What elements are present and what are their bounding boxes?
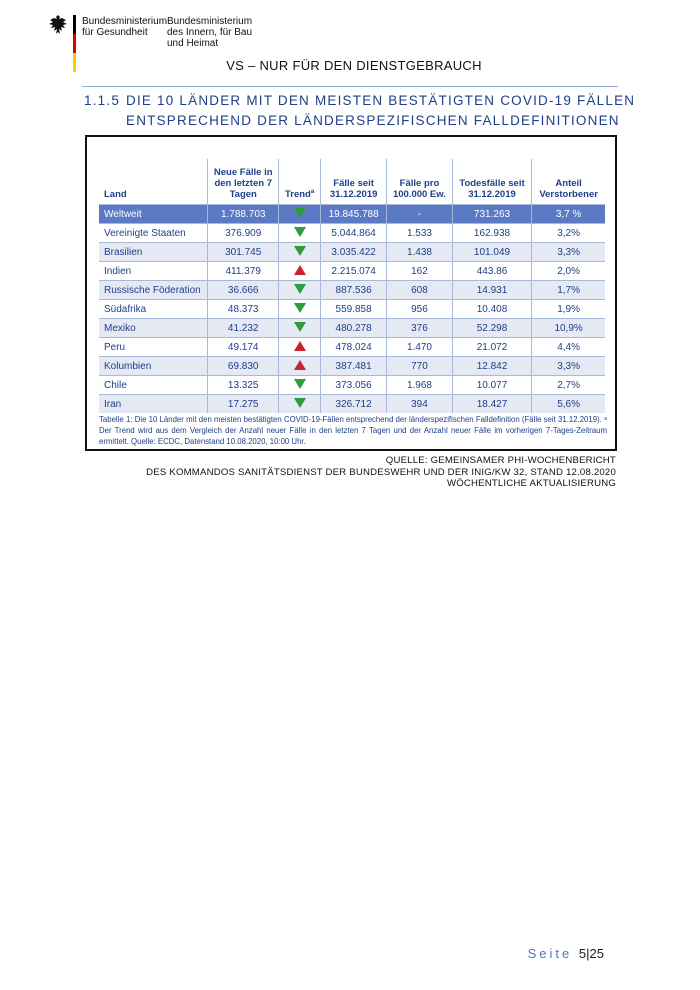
- cell-todesfaelle: 18.427: [452, 395, 532, 414]
- cell-trend: [279, 338, 321, 357]
- cell-todesfaelle: 21.072: [452, 338, 532, 357]
- cell-todesfaelle: 101.049: [452, 243, 532, 262]
- header-divider: [82, 86, 618, 87]
- cell-faelle-pro: 376: [387, 319, 453, 338]
- col-header-anteil: Anteil Verstorbener: [539, 178, 598, 200]
- cell-faelle-pro: 1.968: [387, 376, 453, 395]
- table-header-row: [99, 159, 605, 205]
- cell-anteil: 4,4%: [532, 338, 605, 357]
- cell-neue-faelle: 13.325: [208, 376, 279, 395]
- table-row: [99, 243, 605, 262]
- cell-faelle-pro: 770: [387, 357, 453, 376]
- col-header-faelle-seit: Fälle seit 31.12.2019: [321, 159, 387, 205]
- table-row: [99, 262, 605, 281]
- cell-todesfaelle: 731.263: [452, 205, 532, 224]
- table-row: [99, 338, 605, 357]
- table-row: [99, 319, 605, 338]
- table-row: [99, 224, 605, 243]
- cell-faelle-seit: 19.845.788: [321, 205, 387, 224]
- cell-faelle-seit: 326.712: [321, 395, 387, 414]
- triangle-down-icon: [294, 284, 306, 294]
- cell-faelle-seit: 373.056: [321, 376, 387, 395]
- cell-land: Russische Föderation: [99, 281, 208, 300]
- cell-todesfaelle: 52.298: [452, 319, 532, 338]
- source-note: QUELLE: GEMEINSAMER PHI-WOCHENBERICHT DES KOMMANDOS SANITÄTSDIENST DER BUNDESWEHR UND DER INIG/KW 32, STAND 12.08.2020 WÖCHENTLICHE AKTUALISIERUNG: [146, 455, 616, 489]
- cell-neue-faelle: 411.379: [208, 262, 279, 281]
- cell-trend: [279, 395, 321, 414]
- cell-neue-faelle: 41.232: [208, 319, 279, 338]
- triangle-up-icon: [294, 265, 306, 275]
- cell-trend: [279, 300, 321, 319]
- cell-neue-faelle: 1.788.703: [208, 205, 279, 224]
- ministry-health-name: Bundesministerium für Gesundheit: [82, 16, 168, 38]
- section-title-line2: ENTSPRECHEND DER LÄNDERSPEZIFISCHEN FALLDEFINITIONEN: [126, 113, 620, 128]
- triangle-down-icon: [294, 227, 306, 237]
- cell-trend: [279, 262, 321, 281]
- ministry-interior-name: Bundesministerium des Innern, für Bau und Heimat: [167, 16, 253, 49]
- cell-faelle-pro: 956: [387, 300, 453, 319]
- cell-land: Iran: [99, 395, 208, 414]
- cell-land: Chile: [99, 376, 208, 395]
- cell-neue-faelle: 69.830: [208, 357, 279, 376]
- section-title-line1: DIE 10 LÄNDER MIT DEN MEISTEN BESTÄTIGTEN COVID-19 FÄLLEN: [126, 93, 636, 108]
- cell-land: Kolumbien: [99, 357, 208, 376]
- cell-anteil: 3,7 %: [532, 205, 605, 224]
- cell-faelle-pro: -: [387, 205, 453, 224]
- cell-faelle-seit: 887.536: [321, 281, 387, 300]
- col-header-todesfaelle: Todesfälle seit 31.12.2019: [452, 159, 532, 205]
- cell-trend: [279, 205, 321, 224]
- col-header-trend: Trend$^a$: [279, 159, 321, 205]
- cell-land: Mexiko: [99, 319, 208, 338]
- cell-neue-faelle: 48.373: [208, 300, 279, 319]
- cell-faelle-seit: 478.024: [321, 338, 387, 357]
- triangle-down-icon: [294, 303, 306, 313]
- table-row: [99, 357, 605, 376]
- cell-todesfaelle: 162.938: [452, 224, 532, 243]
- cell-land: Peru: [99, 338, 208, 357]
- triangle-down-icon: [294, 379, 306, 389]
- cell-faelle-pro: 162: [387, 262, 453, 281]
- col-header-land: Land: [99, 159, 208, 205]
- cell-anteil: 5,6%: [532, 395, 605, 414]
- table-row: [99, 300, 605, 319]
- cell-anteil: 1,9%: [532, 300, 605, 319]
- col-header-neue-faelle: Neue Fälle in den letzten 7 Tagen: [208, 159, 279, 205]
- cell-land: Vereinigte Staaten: [99, 224, 208, 243]
- triangle-down-icon: [294, 398, 306, 408]
- cell-anteil: 3,3%: [532, 357, 605, 376]
- triangle-down-icon: [294, 246, 306, 256]
- cell-trend: [279, 376, 321, 395]
- cell-land: Weltweit: [99, 205, 208, 224]
- triangle-up-icon: [294, 360, 306, 370]
- cell-neue-faelle: 36.666: [208, 281, 279, 300]
- cell-todesfaelle: 443.86: [452, 262, 532, 281]
- cell-anteil: 1,7%: [532, 281, 605, 300]
- table-row: [99, 395, 605, 414]
- cell-anteil: 10,9%: [532, 319, 605, 338]
- cell-neue-faelle: 376.909: [208, 224, 279, 243]
- cell-faelle-seit: 3.035.422: [321, 243, 387, 262]
- cell-faelle-seit: 480.278: [321, 319, 387, 338]
- cell-anteil: 3,3%: [532, 243, 605, 262]
- cell-anteil: 2,7%: [532, 376, 605, 395]
- cell-todesfaelle: 10.408: [452, 300, 532, 319]
- covid-table-box: [85, 135, 617, 451]
- triangle-down-icon: [294, 322, 306, 332]
- cell-neue-faelle: 49.174: [208, 338, 279, 357]
- cell-neue-faelle: 301.745: [208, 243, 279, 262]
- cell-faelle-seit: 2.215.074: [321, 262, 387, 281]
- cell-neue-faelle: 17.275: [208, 395, 279, 414]
- page-number: Seite 5|25: [527, 946, 604, 961]
- cell-todesfaelle: 10.077: [452, 376, 532, 395]
- cell-todesfaelle: 14.931: [452, 281, 532, 300]
- cell-land: Brasilien: [99, 243, 208, 262]
- cell-faelle-pro: 1.438: [387, 243, 453, 262]
- cell-land: Südafrika: [99, 300, 208, 319]
- cell-anteil: 3,2%: [532, 224, 605, 243]
- cell-faelle-seit: 387.481: [321, 357, 387, 376]
- cell-trend: [279, 281, 321, 300]
- cell-faelle-pro: 394: [387, 395, 453, 414]
- cell-faelle-seit: 5.044.864: [321, 224, 387, 243]
- table-row: [99, 376, 605, 395]
- classification-label: VS – NUR FÜR DEN DIENSTGEBRAUCH: [226, 58, 482, 73]
- cell-faelle-seit: 559.858: [321, 300, 387, 319]
- cell-anteil: 2,0%: [532, 262, 605, 281]
- cell-land: Indien: [99, 262, 208, 281]
- cell-trend: [279, 319, 321, 338]
- federal-eagle-icon: [48, 14, 68, 38]
- triangle-up-icon: [294, 341, 306, 351]
- cell-trend: [279, 243, 321, 262]
- triangle-down-icon: [294, 208, 306, 218]
- table-row: [99, 281, 605, 300]
- col-header-faelle-pro: Fälle pro 100.000 Ew.: [387, 159, 453, 205]
- cell-trend: [279, 224, 321, 243]
- cell-todesfaelle: 12.842: [452, 357, 532, 376]
- cell-faelle-pro: 1.470: [387, 338, 453, 357]
- cell-trend: [279, 357, 321, 376]
- section-number: 1.1.5: [84, 93, 121, 108]
- table-row-world: [99, 205, 605, 224]
- cell-faelle-pro: 1.533: [387, 224, 453, 243]
- cell-faelle-pro: 608: [387, 281, 453, 300]
- table-caption: Tabelle 1: Die 10 Länder mit den meisten bestätigten COVID-19-Fällen entsprechend der länderspezifischen Falldefinition (Fälle seit 31.12.2019). ᵃ Der Trend wird aus dem Vergleich der Anzahl neuer Fälle in den letzten 7 Tagen und der Anzahl neuer Fälle im vorherigen 7-Tages-Zeitraum ermittelt. Quelle: ECDC, Datenstand 10.08.2020, 10:00 Uhr.: [99, 415, 607, 446]
- covid-table: [99, 159, 605, 413]
